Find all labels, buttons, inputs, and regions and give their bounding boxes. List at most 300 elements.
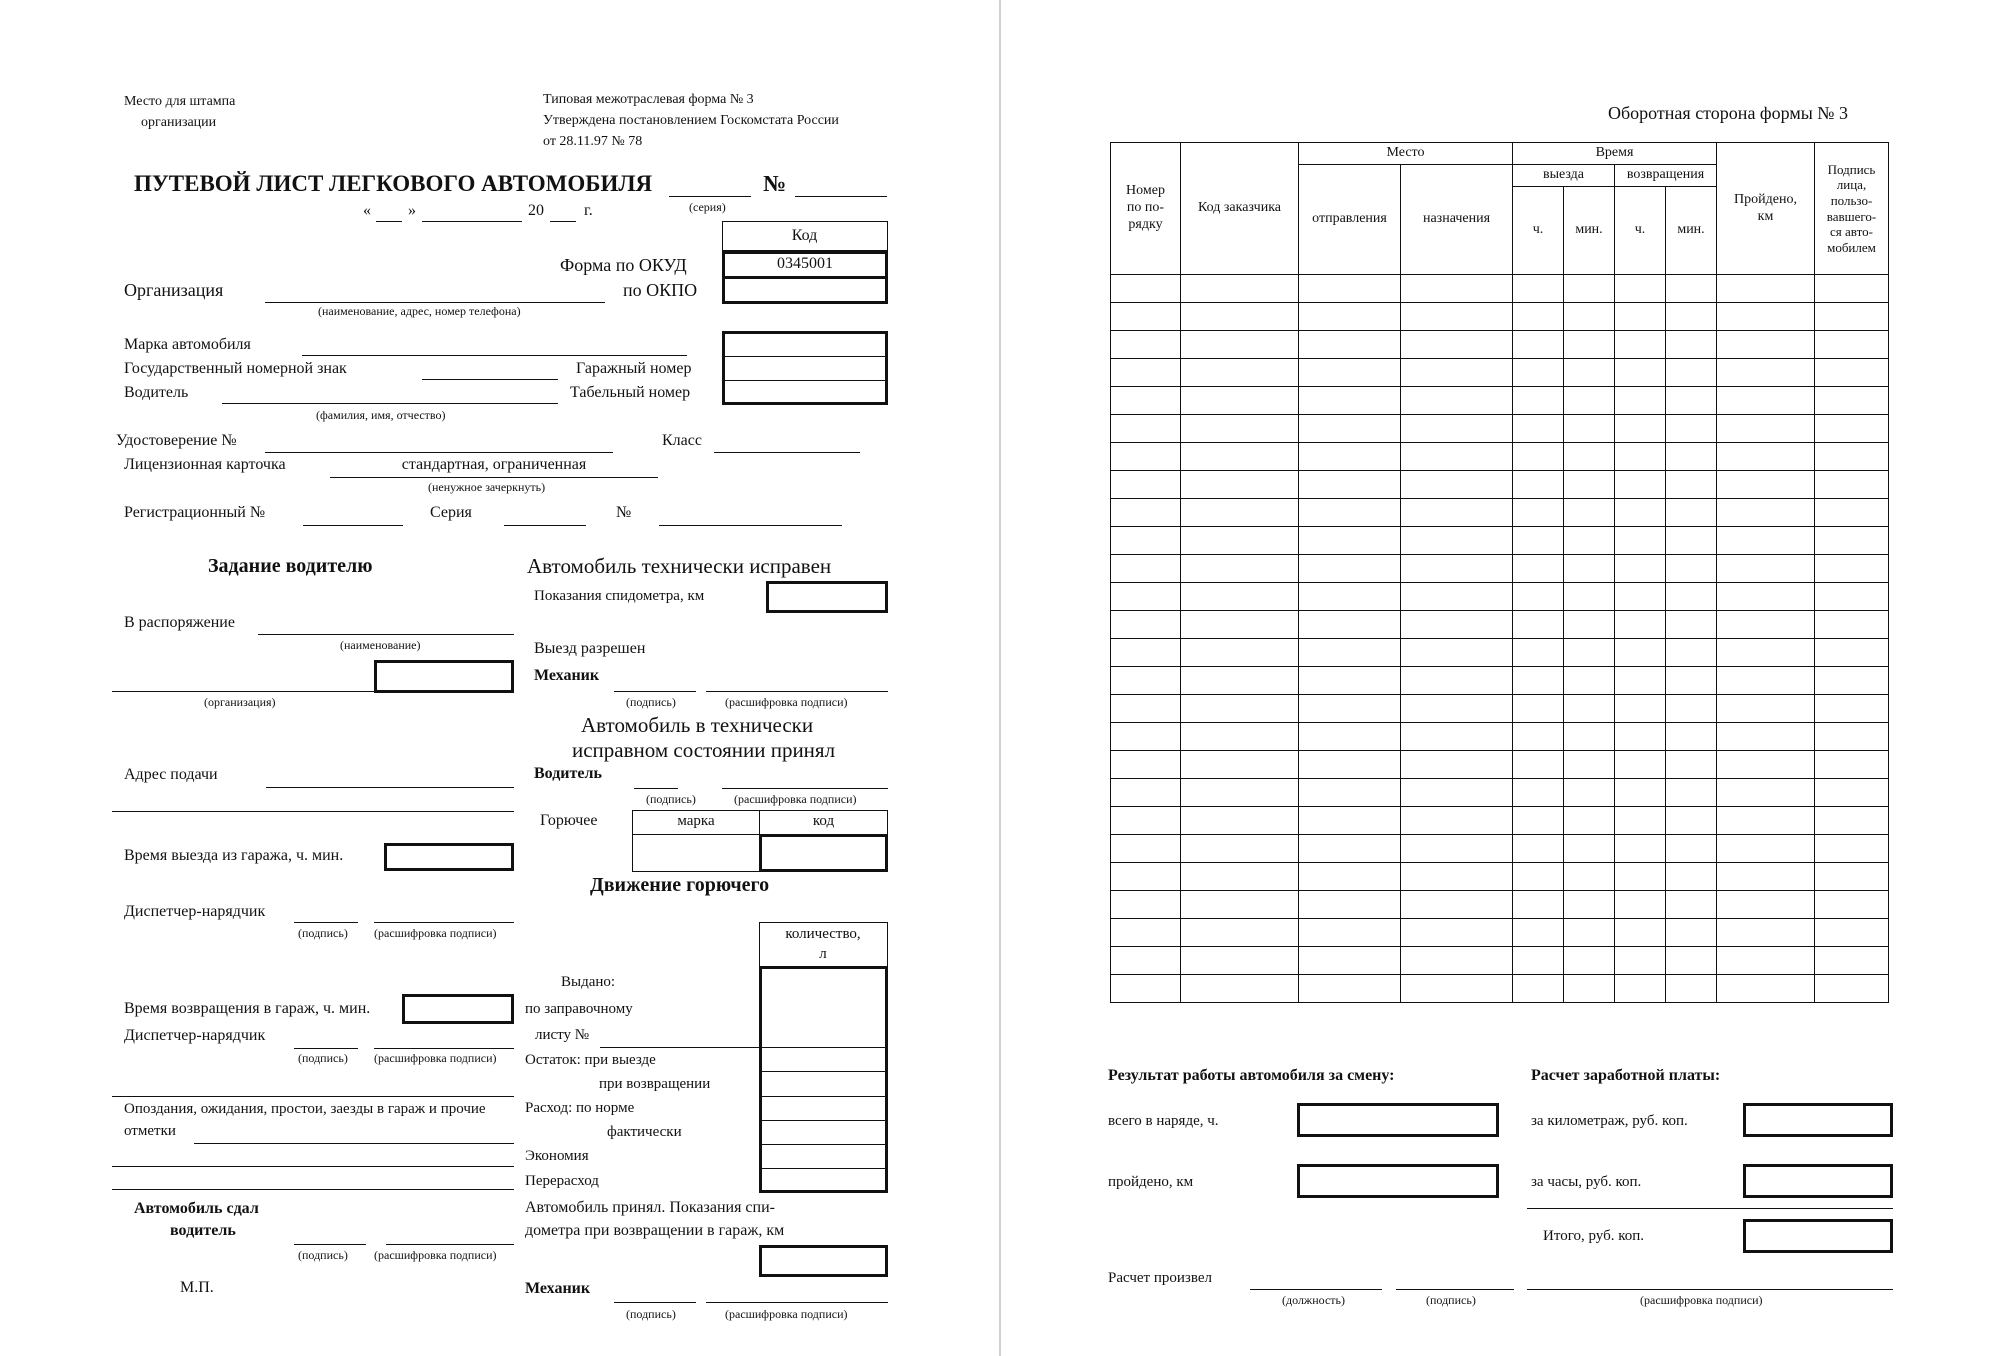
table-cell[interactable]	[1181, 975, 1299, 1003]
table-cell[interactable]	[1111, 723, 1181, 751]
table-cell[interactable]	[1401, 471, 1513, 499]
table-cell[interactable]	[1513, 723, 1564, 751]
table-cell[interactable]	[1815, 639, 1889, 667]
table-cell[interactable]	[1299, 695, 1401, 723]
table-cell[interactable]	[1513, 947, 1564, 975]
series-value-line[interactable]	[504, 525, 586, 526]
table-cell[interactable]	[1666, 415, 1717, 443]
table-cell[interactable]	[1111, 667, 1181, 695]
table-cell[interactable]	[1815, 891, 1889, 919]
table-cell[interactable]	[1717, 891, 1815, 919]
table-cell[interactable]	[1615, 751, 1666, 779]
table-cell[interactable]	[1615, 555, 1666, 583]
calc-position-line[interactable]	[1250, 1289, 1382, 1290]
table-cell[interactable]	[1111, 611, 1181, 639]
table-cell[interactable]	[1615, 275, 1666, 303]
table-cell[interactable]	[1564, 835, 1615, 863]
total-box[interactable]	[1743, 1219, 1893, 1253]
table-cell[interactable]	[1299, 639, 1401, 667]
table-cell[interactable]	[1181, 275, 1299, 303]
table-cell[interactable]	[1564, 863, 1615, 891]
table-cell[interactable]	[1564, 303, 1615, 331]
table-cell[interactable]	[1717, 331, 1815, 359]
table-cell[interactable]	[1299, 891, 1401, 919]
plate-line[interactable]	[422, 379, 558, 380]
table-cell[interactable]	[1299, 555, 1401, 583]
table-cell[interactable]	[1401, 611, 1513, 639]
table-cell[interactable]	[1401, 751, 1513, 779]
license-line[interactable]	[265, 452, 613, 453]
table-cell[interactable]	[1299, 583, 1401, 611]
table-cell[interactable]	[1666, 499, 1717, 527]
table-cell[interactable]	[1401, 639, 1513, 667]
table-cell[interactable]	[1815, 555, 1889, 583]
license-card-line[interactable]	[330, 477, 658, 478]
table-cell[interactable]	[1666, 331, 1717, 359]
table-cell[interactable]	[1401, 947, 1513, 975]
table-cell[interactable]	[1615, 443, 1666, 471]
table-cell[interactable]	[1299, 835, 1401, 863]
table-cell[interactable]	[1564, 527, 1615, 555]
table-cell[interactable]	[1111, 919, 1181, 947]
table-cell[interactable]	[1666, 751, 1717, 779]
organization-line[interactable]	[265, 302, 605, 303]
table-cell[interactable]	[1564, 611, 1615, 639]
table-cell[interactable]	[1666, 807, 1717, 835]
table-cell[interactable]	[1717, 443, 1815, 471]
reg-number-line[interactable]	[659, 525, 842, 526]
return-time-box[interactable]	[402, 994, 514, 1024]
table-cell[interactable]	[1401, 723, 1513, 751]
table-cell[interactable]	[1299, 415, 1401, 443]
quantity-box[interactable]	[759, 966, 888, 1193]
table-cell[interactable]	[1181, 499, 1299, 527]
table-cell[interactable]	[1111, 779, 1181, 807]
table-cell[interactable]	[1815, 975, 1889, 1003]
table-cell[interactable]	[1181, 779, 1299, 807]
series-line[interactable]	[669, 196, 751, 197]
table-cell[interactable]	[1815, 723, 1889, 751]
table-cell[interactable]	[1401, 499, 1513, 527]
table-cell[interactable]	[1111, 303, 1181, 331]
table-cell[interactable]	[1111, 835, 1181, 863]
table-cell[interactable]	[1717, 275, 1815, 303]
table-cell[interactable]	[1666, 975, 1717, 1003]
calc-decode-line[interactable]	[1527, 1289, 1893, 1290]
table-cell[interactable]	[1615, 499, 1666, 527]
table-cell[interactable]	[1181, 835, 1299, 863]
table-cell[interactable]	[1615, 779, 1666, 807]
okud-code[interactable]: 0345001	[777, 255, 833, 272]
table-cell[interactable]	[1181, 863, 1299, 891]
table-cell[interactable]	[1615, 891, 1666, 919]
table-cell[interactable]	[1564, 975, 1615, 1003]
number-line[interactable]	[795, 196, 887, 197]
table-cell[interactable]	[1299, 667, 1401, 695]
notes-line1[interactable]	[194, 1143, 514, 1144]
table-cell[interactable]	[1615, 667, 1666, 695]
table-cell[interactable]	[1666, 303, 1717, 331]
table-cell[interactable]	[1815, 919, 1889, 947]
table-cell[interactable]	[1615, 723, 1666, 751]
table-cell[interactable]	[1615, 359, 1666, 387]
table-cell[interactable]	[1181, 919, 1299, 947]
table-cell[interactable]	[1615, 975, 1666, 1003]
address-line1[interactable]	[266, 787, 514, 788]
table-cell[interactable]	[1815, 947, 1889, 975]
table-cell[interactable]	[1666, 947, 1717, 975]
table-cell[interactable]	[1615, 639, 1666, 667]
table-cell[interactable]	[1181, 443, 1299, 471]
table-cell[interactable]	[1615, 947, 1666, 975]
table-cell[interactable]	[1564, 947, 1615, 975]
table-cell[interactable]	[1564, 275, 1615, 303]
table-cell[interactable]	[1513, 331, 1564, 359]
disposal-line[interactable]	[258, 634, 514, 635]
fuel-code-box[interactable]	[759, 834, 888, 872]
table-cell[interactable]	[1815, 583, 1889, 611]
table-cell[interactable]	[1111, 947, 1181, 975]
table-cell[interactable]	[1615, 807, 1666, 835]
table-cell[interactable]	[1564, 891, 1615, 919]
table-cell[interactable]	[1615, 303, 1666, 331]
table-cell[interactable]	[1299, 387, 1401, 415]
table-cell[interactable]	[1111, 555, 1181, 583]
table-cell[interactable]	[1717, 303, 1815, 331]
total-in-order-box[interactable]	[1297, 1103, 1499, 1137]
table-cell[interactable]	[1815, 695, 1889, 723]
table-cell[interactable]	[1513, 303, 1564, 331]
table-cell[interactable]	[1717, 527, 1815, 555]
class-line[interactable]	[714, 452, 860, 453]
mechanic2-sign-line[interactable]	[614, 1302, 696, 1303]
table-cell[interactable]	[1615, 695, 1666, 723]
table-cell[interactable]	[1401, 443, 1513, 471]
table-cell[interactable]	[1815, 331, 1889, 359]
driver-line[interactable]	[222, 403, 558, 404]
table-cell[interactable]	[1299, 975, 1401, 1003]
table-cell[interactable]	[1717, 947, 1815, 975]
table-cell[interactable]	[1111, 751, 1181, 779]
table-cell[interactable]	[1666, 583, 1717, 611]
table-cell[interactable]	[1615, 835, 1666, 863]
table-cell[interactable]	[1401, 919, 1513, 947]
table-cell[interactable]	[1299, 275, 1401, 303]
table-cell[interactable]	[1666, 555, 1717, 583]
table-cell[interactable]	[1401, 835, 1513, 863]
table-cell[interactable]	[1401, 387, 1513, 415]
table-cell[interactable]	[1181, 947, 1299, 975]
table-cell[interactable]	[1513, 751, 1564, 779]
driver2-sign-line[interactable]	[634, 788, 678, 789]
table-cell[interactable]	[1513, 359, 1564, 387]
table-cell[interactable]	[1666, 863, 1717, 891]
dispatcher-sign-line[interactable]	[294, 922, 358, 923]
table-cell[interactable]	[1666, 359, 1717, 387]
table-cell[interactable]	[1666, 639, 1717, 667]
table-cell[interactable]	[1513, 415, 1564, 443]
table-cell[interactable]	[1111, 807, 1181, 835]
table-cell[interactable]	[1111, 443, 1181, 471]
table-cell[interactable]	[1564, 471, 1615, 499]
table-cell[interactable]	[1564, 555, 1615, 583]
table-cell[interactable]	[1111, 359, 1181, 387]
table-cell[interactable]	[1564, 583, 1615, 611]
table-cell[interactable]	[1564, 779, 1615, 807]
table-cell[interactable]	[1513, 527, 1564, 555]
table-cell[interactable]	[1815, 471, 1889, 499]
table-cell[interactable]	[1513, 779, 1564, 807]
table-cell[interactable]	[1111, 499, 1181, 527]
passed-km-box[interactable]	[1297, 1164, 1499, 1198]
table-cell[interactable]	[1401, 891, 1513, 919]
table-cell[interactable]	[1401, 359, 1513, 387]
date-month-line[interactable]	[422, 221, 522, 222]
table-cell[interactable]	[1299, 527, 1401, 555]
table-cell[interactable]	[1299, 331, 1401, 359]
table-cell[interactable]	[1111, 275, 1181, 303]
table-cell[interactable]	[1299, 723, 1401, 751]
table-cell[interactable]	[1717, 807, 1815, 835]
table-cell[interactable]	[1564, 499, 1615, 527]
mechanic-sign-line[interactable]	[614, 691, 696, 692]
table-cell[interactable]	[1815, 667, 1889, 695]
table-cell[interactable]	[1717, 667, 1815, 695]
table-cell[interactable]	[1815, 751, 1889, 779]
table-cell[interactable]	[1717, 975, 1815, 1003]
table-cell[interactable]	[1513, 583, 1564, 611]
table-cell[interactable]	[1717, 555, 1815, 583]
table-cell[interactable]	[1513, 919, 1564, 947]
table-cell[interactable]	[1513, 835, 1564, 863]
table-cell[interactable]	[1181, 583, 1299, 611]
table-cell[interactable]	[1717, 751, 1815, 779]
speedometer-box[interactable]	[766, 581, 888, 613]
table-cell[interactable]	[1815, 835, 1889, 863]
table-cell[interactable]	[1401, 667, 1513, 695]
table-cell[interactable]	[1401, 779, 1513, 807]
table-cell[interactable]	[1401, 695, 1513, 723]
table-cell[interactable]	[1181, 331, 1299, 359]
table-cell[interactable]	[1401, 303, 1513, 331]
table-cell[interactable]	[1513, 611, 1564, 639]
table-cell[interactable]	[1564, 751, 1615, 779]
table-cell[interactable]	[1299, 947, 1401, 975]
table-cell[interactable]	[1666, 471, 1717, 499]
driver2-decode-line[interactable]	[722, 788, 888, 789]
table-cell[interactable]	[1299, 471, 1401, 499]
table-cell[interactable]	[1181, 807, 1299, 835]
table-cell[interactable]	[1111, 387, 1181, 415]
org-code-box[interactable]	[374, 660, 514, 693]
table-cell[interactable]	[1513, 667, 1564, 695]
table-cell[interactable]	[1299, 611, 1401, 639]
table-cell[interactable]	[1181, 527, 1299, 555]
table-cell[interactable]	[1564, 415, 1615, 443]
table-cell[interactable]	[1717, 695, 1815, 723]
table-cell[interactable]	[1717, 499, 1815, 527]
table-cell[interactable]	[1181, 723, 1299, 751]
table-cell[interactable]	[1111, 891, 1181, 919]
table-cell[interactable]	[1666, 919, 1717, 947]
table-cell[interactable]	[1815, 275, 1889, 303]
table-cell[interactable]	[1111, 975, 1181, 1003]
per-km-box[interactable]	[1743, 1103, 1893, 1137]
table-cell[interactable]	[1564, 639, 1615, 667]
table-cell[interactable]	[1815, 359, 1889, 387]
table-cell[interactable]	[1111, 583, 1181, 611]
table-cell[interactable]	[1181, 667, 1299, 695]
table-cell[interactable]	[1564, 331, 1615, 359]
depart-time-box[interactable]	[384, 843, 514, 871]
table-cell[interactable]	[1564, 919, 1615, 947]
table-cell[interactable]	[1666, 527, 1717, 555]
table-cell[interactable]	[1717, 415, 1815, 443]
table-cell[interactable]	[1181, 555, 1299, 583]
table-cell[interactable]	[1815, 303, 1889, 331]
fuel-sheet-line[interactable]	[600, 1047, 759, 1048]
table-cell[interactable]	[1815, 527, 1889, 555]
table-cell[interactable]	[1717, 779, 1815, 807]
table-cell[interactable]	[1299, 443, 1401, 471]
table-cell[interactable]	[1615, 415, 1666, 443]
table-cell[interactable]	[1299, 779, 1401, 807]
table-cell[interactable]	[1401, 331, 1513, 359]
table-cell[interactable]	[1615, 387, 1666, 415]
table-cell[interactable]	[1513, 471, 1564, 499]
table-cell[interactable]	[1111, 863, 1181, 891]
table-cell[interactable]	[1299, 359, 1401, 387]
table-cell[interactable]	[1717, 359, 1815, 387]
table-cell[interactable]	[1564, 807, 1615, 835]
table-cell[interactable]	[1513, 443, 1564, 471]
table-cell[interactable]	[1401, 975, 1513, 1003]
table-cell[interactable]	[1717, 863, 1815, 891]
table-cell[interactable]	[1666, 835, 1717, 863]
return-speedometer-box[interactable]	[759, 1245, 888, 1277]
table-cell[interactable]	[1666, 611, 1717, 639]
table-cell[interactable]	[1513, 807, 1564, 835]
table-cell[interactable]	[1717, 835, 1815, 863]
table-cell[interactable]	[1815, 779, 1889, 807]
dispatcher2-decode-line[interactable]	[374, 1048, 514, 1049]
table-cell[interactable]	[1299, 303, 1401, 331]
calc-sign-line[interactable]	[1396, 1289, 1514, 1290]
table-cell[interactable]	[1615, 331, 1666, 359]
table-cell[interactable]	[1815, 807, 1889, 835]
table-cell[interactable]	[1513, 555, 1564, 583]
table-cell[interactable]	[1564, 387, 1615, 415]
table-cell[interactable]	[1815, 611, 1889, 639]
org-line[interactable]	[112, 691, 374, 692]
table-cell[interactable]	[1513, 499, 1564, 527]
table-cell[interactable]	[1401, 527, 1513, 555]
date-year-line[interactable]	[550, 221, 576, 222]
table-cell[interactable]	[1513, 387, 1564, 415]
date-day-line[interactable]	[376, 221, 402, 222]
table-cell[interactable]	[1181, 387, 1299, 415]
table-cell[interactable]	[1717, 387, 1815, 415]
table-cell[interactable]	[1717, 611, 1815, 639]
table-cell[interactable]	[1513, 975, 1564, 1003]
table-cell[interactable]	[1401, 863, 1513, 891]
table-cell[interactable]	[1815, 443, 1889, 471]
table-cell[interactable]	[1717, 919, 1815, 947]
table-cell[interactable]	[1111, 695, 1181, 723]
table-cell[interactable]	[1181, 611, 1299, 639]
table-cell[interactable]	[1666, 891, 1717, 919]
table-cell[interactable]	[1181, 695, 1299, 723]
table-cell[interactable]	[1615, 471, 1666, 499]
table-cell[interactable]	[1299, 499, 1401, 527]
dispatcher-decode-line[interactable]	[374, 922, 514, 923]
table-cell[interactable]	[1615, 583, 1666, 611]
table-cell[interactable]	[1666, 387, 1717, 415]
table-cell[interactable]	[1666, 275, 1717, 303]
table-cell[interactable]	[1181, 639, 1299, 667]
table-cell[interactable]	[1111, 471, 1181, 499]
table-cell[interactable]	[1615, 611, 1666, 639]
table-cell[interactable]	[1181, 751, 1299, 779]
table-cell[interactable]	[1717, 723, 1815, 751]
table-cell[interactable]	[1666, 779, 1717, 807]
table-cell[interactable]	[1615, 863, 1666, 891]
mechanic2-decode-line[interactable]	[706, 1302, 888, 1303]
table-cell[interactable]	[1299, 751, 1401, 779]
table-cell[interactable]	[1111, 331, 1181, 359]
table-cell[interactable]	[1401, 415, 1513, 443]
car-brand-line[interactable]	[302, 355, 687, 356]
table-cell[interactable]	[1111, 415, 1181, 443]
table-cell[interactable]	[1564, 695, 1615, 723]
table-cell[interactable]	[1181, 359, 1299, 387]
table-cell[interactable]	[1815, 863, 1889, 891]
table-cell[interactable]	[1513, 275, 1564, 303]
table-cell[interactable]	[1299, 807, 1401, 835]
table-cell[interactable]	[1401, 275, 1513, 303]
table-cell[interactable]	[1513, 863, 1564, 891]
table-cell[interactable]	[1666, 443, 1717, 471]
table-cell[interactable]	[1299, 863, 1401, 891]
table-cell[interactable]	[1666, 695, 1717, 723]
table-cell[interactable]	[1401, 555, 1513, 583]
table-cell[interactable]	[1615, 919, 1666, 947]
table-cell[interactable]	[1717, 583, 1815, 611]
table-cell[interactable]	[1564, 723, 1615, 751]
table-cell[interactable]	[1815, 499, 1889, 527]
mechanic-decode-line[interactable]	[706, 691, 888, 692]
table-cell[interactable]	[1564, 667, 1615, 695]
table-cell[interactable]	[1666, 723, 1717, 751]
table-cell[interactable]	[1513, 891, 1564, 919]
table-cell[interactable]	[1564, 359, 1615, 387]
table-cell[interactable]	[1299, 919, 1401, 947]
table-cell[interactable]	[1111, 527, 1181, 555]
notes-line2[interactable]	[112, 1166, 514, 1167]
table-cell[interactable]	[1815, 415, 1889, 443]
table-cell[interactable]	[1181, 303, 1299, 331]
table-cell[interactable]	[1181, 415, 1299, 443]
per-hours-box[interactable]	[1743, 1164, 1893, 1198]
table-cell[interactable]	[1401, 583, 1513, 611]
table-cell[interactable]	[1666, 667, 1717, 695]
notes-line3[interactable]	[112, 1189, 514, 1190]
table-cell[interactable]	[1815, 387, 1889, 415]
handed-sign-line[interactable]	[294, 1244, 366, 1245]
table-cell[interactable]	[1717, 471, 1815, 499]
table-cell[interactable]	[1513, 639, 1564, 667]
table-cell[interactable]	[1181, 891, 1299, 919]
